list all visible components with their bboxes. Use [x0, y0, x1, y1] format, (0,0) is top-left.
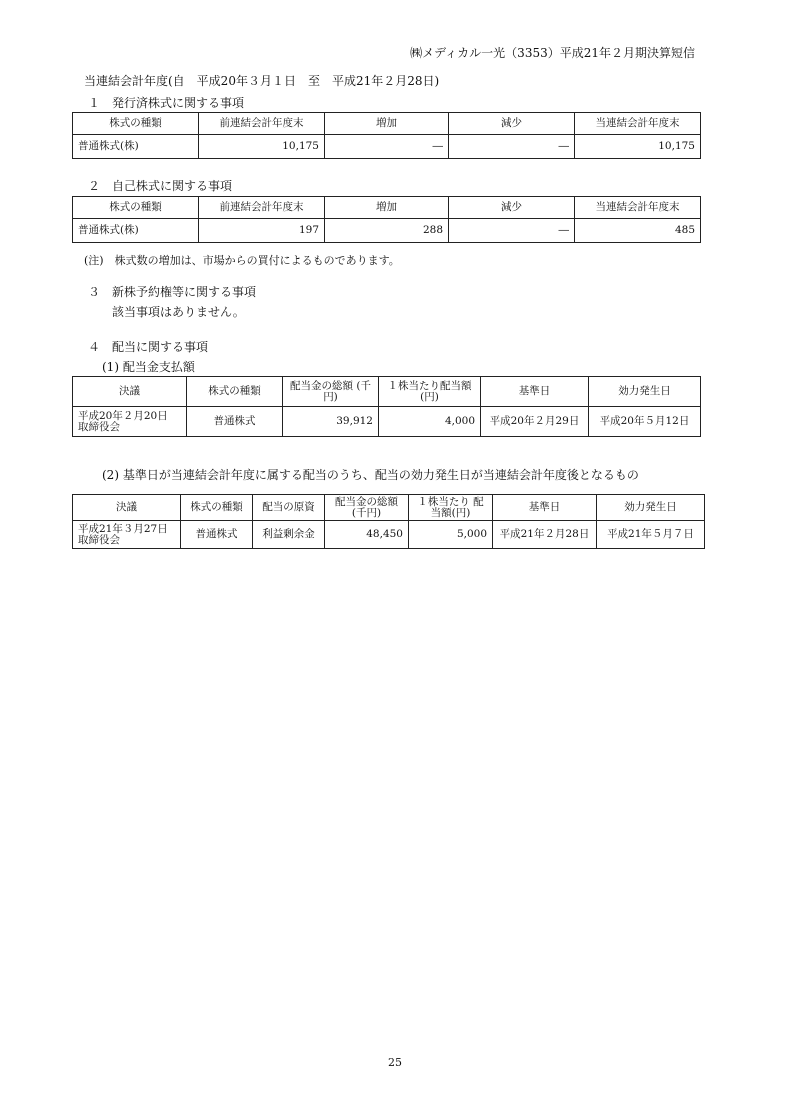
table-header: 当連結会計年度末 — [575, 197, 701, 219]
decrease-cell: ― — [449, 135, 575, 159]
increase-cell: ― — [325, 135, 449, 159]
page-number: 25 — [388, 1056, 402, 1069]
table-header: 配当金の総額 (千円) — [283, 377, 379, 407]
table-header: 決議 — [73, 495, 181, 521]
section4-title: ４ 配当に関する事項 — [88, 340, 209, 354]
share-type-cell: 普通株式 — [187, 407, 283, 437]
dividends-paid-table — [72, 376, 701, 437]
table-header: 株式の種類 — [73, 197, 199, 219]
resolution-cell: 平成21年３月27日 取締役会 — [73, 521, 181, 549]
dividends-after-period-table — [72, 494, 705, 549]
table-row — [73, 407, 701, 437]
table-header: 減少 — [449, 113, 575, 135]
table-row — [73, 219, 701, 243]
resolution-cell: 平成20年２月20日 取締役会 — [73, 407, 187, 437]
table-header: 株式の種類 — [181, 495, 253, 521]
share-type-cell: 普通株式(株) — [73, 219, 199, 243]
dividend-total-cell: 48,450 — [325, 521, 409, 549]
section2-title: ２ 自己株式に関する事項 — [88, 179, 233, 193]
issued-shares-table — [72, 112, 701, 159]
treasury-shares-table — [72, 196, 701, 243]
table-header: 決議 — [73, 377, 187, 407]
effective-date-cell: 平成21年５月７日 — [597, 521, 705, 549]
table-header: 効力発生日 — [597, 495, 705, 521]
table-header: 配当の原資 — [253, 495, 325, 521]
section3-text: 該当事項はありません。 — [112, 305, 245, 319]
table-row — [73, 521, 705, 549]
table-header: 前連結会計年度末 — [199, 197, 325, 219]
dividend-total-cell: 39,912 — [283, 407, 379, 437]
document-header: ㈱メディカル一光（3353）平成21年２月期決算短信 — [410, 46, 695, 60]
per-share-cell: 4,000 — [379, 407, 481, 437]
dividend-source-cell: 利益剰余金 — [253, 521, 325, 549]
table-header: 増加 — [325, 197, 449, 219]
table-header: １株当たり 配当額(円) — [409, 495, 493, 521]
table-header: 当連結会計年度末 — [575, 113, 701, 135]
table-header: １株当たり配当額 (円) — [379, 377, 481, 407]
table-header: 株式の種類 — [73, 113, 199, 135]
per-share-cell: 5,000 — [409, 521, 493, 549]
decrease-cell: ― — [449, 219, 575, 243]
section4-sub1-title: (1) 配当金支払額 — [102, 360, 195, 374]
table-header: 減少 — [449, 197, 575, 219]
prev-year-cell: 10,175 — [199, 135, 325, 159]
table-header: 基準日 — [493, 495, 597, 521]
section4-sub2-title: (2) 基準日が当連結会計年度に属する配当のうち、配当の効力発生日が当連結会計年度後となるもの — [102, 468, 639, 482]
effective-date-cell: 平成20年５月12日 — [589, 407, 701, 437]
prev-year-cell: 197 — [199, 219, 325, 243]
table-header: 基準日 — [481, 377, 589, 407]
increase-cell: 288 — [325, 219, 449, 243]
record-date-cell: 平成21年２月28日 — [493, 521, 597, 549]
table-header: 配当金の総額 (千円) — [325, 495, 409, 521]
current-year-cell: 485 — [575, 219, 701, 243]
table-header: 増加 — [325, 113, 449, 135]
table-header: 効力発生日 — [589, 377, 701, 407]
section2-note: (注) 株式数の増加は、市場からの買付によるものであります。 — [84, 254, 400, 267]
section1-title: １ 発行済株式に関する事項 — [88, 96, 245, 110]
section3-title: ３ 新株予約権等に関する事項 — [88, 285, 257, 299]
share-type-cell: 普通株式(株) — [73, 135, 199, 159]
period-heading: 当連結会計年度(自 平成20年３月１日 至 平成21年２月28日) — [84, 74, 440, 88]
record-date-cell: 平成20年２月29日 — [481, 407, 589, 437]
current-year-cell: 10,175 — [575, 135, 701, 159]
table-header: 株式の種類 — [187, 377, 283, 407]
table-row — [73, 135, 701, 159]
table-header: 前連結会計年度末 — [199, 113, 325, 135]
share-type-cell: 普通株式 — [181, 521, 253, 549]
